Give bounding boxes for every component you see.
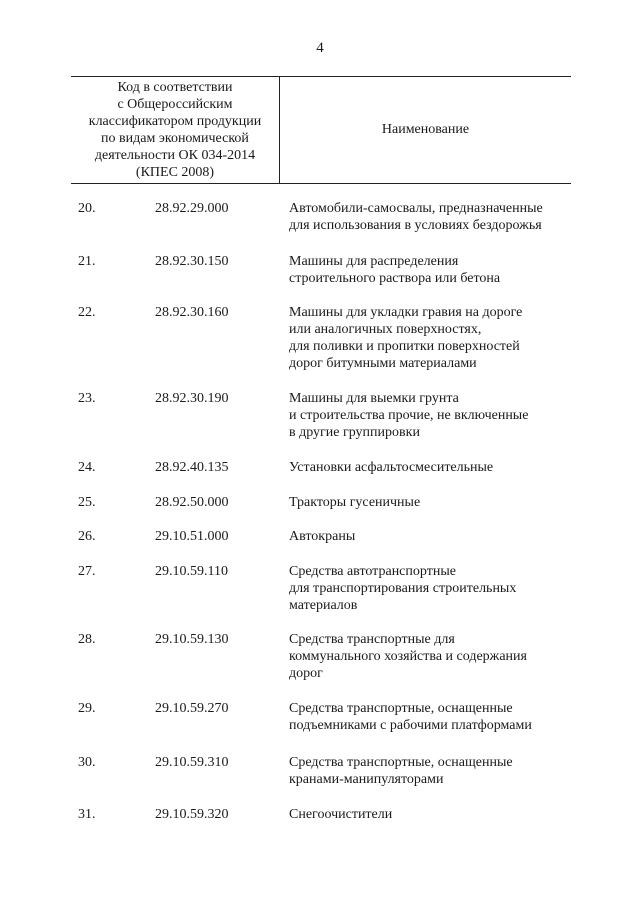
row-name: [289, 563, 579, 614]
row-number: 27.: [78, 564, 96, 579]
table-header: [71, 76, 571, 184]
row-number: 25.: [78, 495, 96, 510]
row-name-line: Машины для распределения: [289, 254, 459, 269]
row-code: 28.92.30.190: [155, 391, 229, 406]
row-number: 30.: [78, 755, 96, 770]
row-name-line: Автомобили-самосвалы, предназначенные: [289, 201, 543, 216]
row-code: 29.10.59.310: [155, 755, 229, 770]
row-code: 29.10.59.110: [155, 564, 228, 579]
row-name-line: Машины для выемки грунта: [289, 391, 459, 406]
row-name: [289, 806, 579, 823]
row-name-line: для использования в условиях бездорожья: [289, 218, 542, 233]
row-number: 26.: [78, 529, 96, 544]
row-name: [289, 459, 579, 476]
header-code-column: [71, 77, 280, 183]
header-code-line: (КПЕС 2008): [135, 165, 215, 180]
row-number: 23.: [78, 391, 96, 406]
row-number: 20.: [78, 201, 96, 216]
row-number: 29.: [78, 701, 96, 716]
row-code: 29.10.59.130: [155, 632, 229, 647]
row-name-line: Установки асфальтосмесительные: [289, 460, 494, 475]
row-code: 29.10.59.270: [155, 701, 229, 716]
row-name: [289, 494, 579, 511]
row-name-line: дорог битумными материалами: [289, 356, 477, 371]
header-code-line: по видам экономической: [101, 131, 249, 146]
row-name: [289, 253, 579, 287]
row-name-line: для транспортирования строительных: [289, 581, 517, 596]
row-name: [289, 390, 579, 441]
row-number: 24.: [78, 460, 96, 475]
header-code-line: Код в соответствии: [117, 80, 233, 95]
header-name-column: Наименование: [381, 122, 470, 137]
row-name-line: и строительства прочие, не включенные: [289, 408, 529, 423]
row-code: 29.10.59.320: [155, 807, 229, 822]
row-code: 29.10.51.000: [155, 529, 229, 544]
header-code-line: с Общероссийским: [117, 97, 233, 112]
row-name-line: Средства транспортные, оснащенные: [289, 701, 513, 716]
row-code: 28.92.30.160: [155, 305, 229, 320]
row-name: [289, 200, 579, 234]
row-name-line: строительного раствора или бетона: [289, 271, 501, 286]
row-name-line: подъемниками с рабочими платформами: [289, 718, 532, 733]
row-number: 31.: [78, 807, 96, 822]
row-code: 28.92.30.150: [155, 254, 229, 269]
row-name-line: Тракторы гусеничные: [289, 495, 421, 510]
row-name-line: или аналогичных поверхностях,: [289, 322, 482, 337]
row-name: [289, 754, 579, 788]
row-name: [289, 700, 579, 734]
row-number: 28.: [78, 632, 96, 647]
header-code-line: классификатором продукции: [88, 114, 262, 129]
row-name-line: кранами-манипуляторами: [289, 772, 444, 787]
row-name-line: Машины для укладки гравия на дороге: [289, 305, 523, 320]
row-code: 28.92.40.135: [155, 460, 229, 475]
header-code-line: деятельности ОК 034-2014: [94, 148, 256, 163]
row-name-line: дорог: [289, 666, 323, 681]
row-name-line: материалов: [289, 598, 358, 613]
row-name: [289, 528, 579, 545]
row-name-line: Снегоочистители: [289, 807, 393, 822]
row-name-line: для поливки и пропитки поверхностей: [289, 339, 520, 354]
row-name-line: коммунального хозяйства и содержания: [289, 649, 527, 664]
row-number: 21.: [78, 254, 96, 269]
row-name: [289, 304, 579, 372]
row-code: 28.92.50.000: [155, 495, 229, 510]
row-number: 22.: [78, 305, 96, 320]
page-number: 4: [316, 40, 324, 56]
row-name-line: Автокраны: [289, 529, 356, 544]
row-code: 28.92.29.000: [155, 201, 229, 216]
row-name-line: Средства автотранспортные: [289, 564, 456, 579]
row-name-line: в другие группировки: [289, 425, 420, 440]
row-name-line: Средства транспортные, оснащенные: [289, 755, 513, 770]
row-name-line: Средства транспортные для: [289, 632, 455, 647]
row-name: [289, 631, 579, 682]
